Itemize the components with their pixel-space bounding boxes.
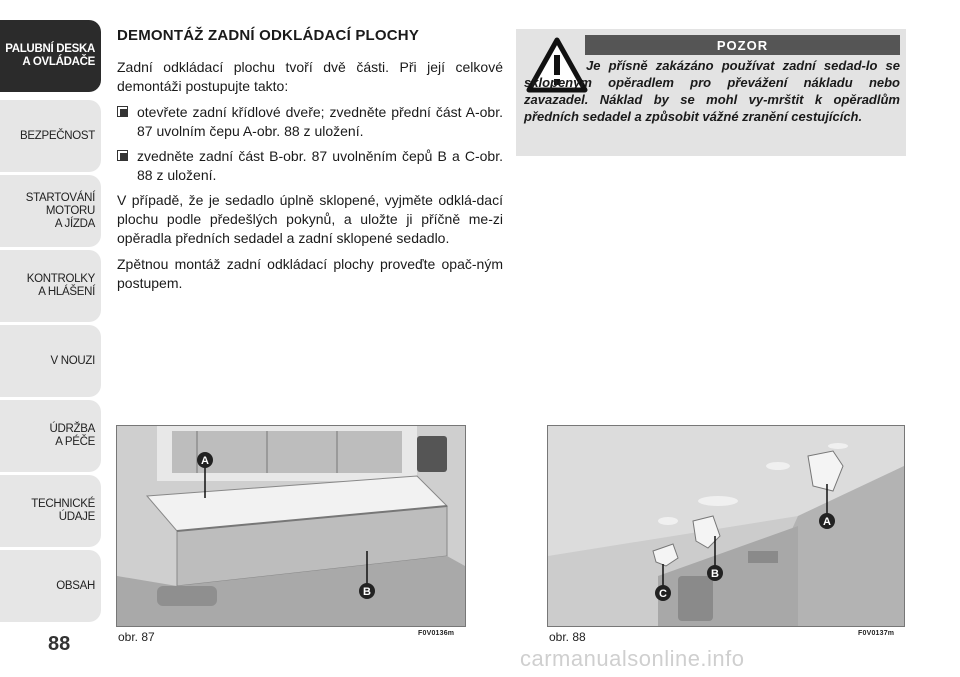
tab-startovani[interactable] — [0, 175, 101, 247]
tab-label: A HLÁŠENÍ — [38, 286, 95, 298]
figure-88-label: obr. 88 — [549, 630, 586, 644]
figure-87-label: obr. 87 — [118, 630, 155, 644]
tab-technicke-udaje[interactable] — [0, 475, 101, 547]
paragraph-reassembly: Zpětnou montáž zadní odkládací plochy proveďte opač-ným postupem. — [117, 256, 503, 291]
tab-label: ÚDAJE — [58, 511, 95, 523]
tab-label: A PÉČE — [55, 436, 95, 448]
tab-obsah[interactable] — [0, 550, 101, 622]
watermark-text: carmanualsonline.info — [520, 646, 745, 671]
main-text-column — [117, 27, 503, 300]
page-number: 88 — [48, 633, 71, 655]
checkbox-bullet-icon — [117, 106, 128, 117]
tab-label: BEZPEČNOST — [20, 129, 95, 142]
tab-label: OBSAH — [56, 579, 95, 592]
callout-a-label: A — [823, 516, 831, 528]
tab-label: ÚDRŽBA — [49, 423, 95, 435]
callout-b-label: B — [363, 586, 371, 598]
callout-a-label: A — [201, 455, 209, 467]
callout-c-label: C — [659, 588, 667, 600]
figure-87-code: F0V0136m — [418, 630, 455, 637]
figure-88-code: F0V0137m — [858, 630, 895, 637]
tab-label: STARTOVÁNÍ — [25, 191, 95, 204]
warning-text: Je přísně zakázáno používat zadní sedad-lo se sklopeným opěradlem pro převážení nákladu nebo zavazadel. Náklad by se mohl vy-mrštit k opěradlům předních sedadel a způsobit vážné zranění cestujících. — [524, 58, 900, 124]
tab-label: A OVLÁDAČE — [22, 56, 95, 68]
list-item — [117, 147, 503, 185]
tab-label: PALUBNÍ DESKA — [5, 43, 95, 55]
tab-bezpecnost[interactable] — [0, 100, 101, 172]
intro-paragraph: Zadní odkládací plochu tvoří dvě části. Při její celkové demontáži postupujte takto: — [117, 59, 503, 94]
tab-label: TECHNICKÉ — [31, 498, 95, 510]
paragraph-folded-seat: V případě, že je sedadlo úplně sklopené, vyjměte odklá-dací plochu podle předešlých pokynů, a uložte ji příčně me-zi opěradla předních sedadel a zadní sklopené sedadlo. — [117, 192, 503, 246]
bullet-text: otevřete zadní křídlové dveře; zvedněte přední část A-obr. 87 uvolním čepu A-obr. 88 z uložení. — [137, 104, 503, 139]
bullet-text: zvedněte zadní část B-obr. 87 uvolněním čepů B a C-obr. 88 z uložení. — [137, 148, 503, 183]
tab-udrzba[interactable] — [0, 400, 101, 472]
list-item — [117, 103, 503, 141]
tab-kontrolky[interactable] — [0, 250, 101, 322]
tab-label: V NOUZI — [50, 354, 95, 367]
figure-87-image — [116, 425, 466, 627]
tab-label: MOTORU — [45, 204, 95, 217]
tab-v-nouzi[interactable] — [0, 325, 101, 397]
warning-title: POZOR — [585, 35, 900, 55]
tab-palubni-deska[interactable] — [0, 20, 101, 92]
section-heading: DEMONTÁŽ ZADNÍ ODKLÁDACÍ PLOCHY — [117, 27, 420, 44]
tab-label: KONTROLKY — [26, 273, 95, 285]
tab-label: A JÍZDA — [54, 217, 95, 230]
checkbox-bullet-icon — [117, 150, 128, 161]
callout-b-label: B — [711, 568, 719, 580]
figure-88-image — [547, 425, 905, 627]
